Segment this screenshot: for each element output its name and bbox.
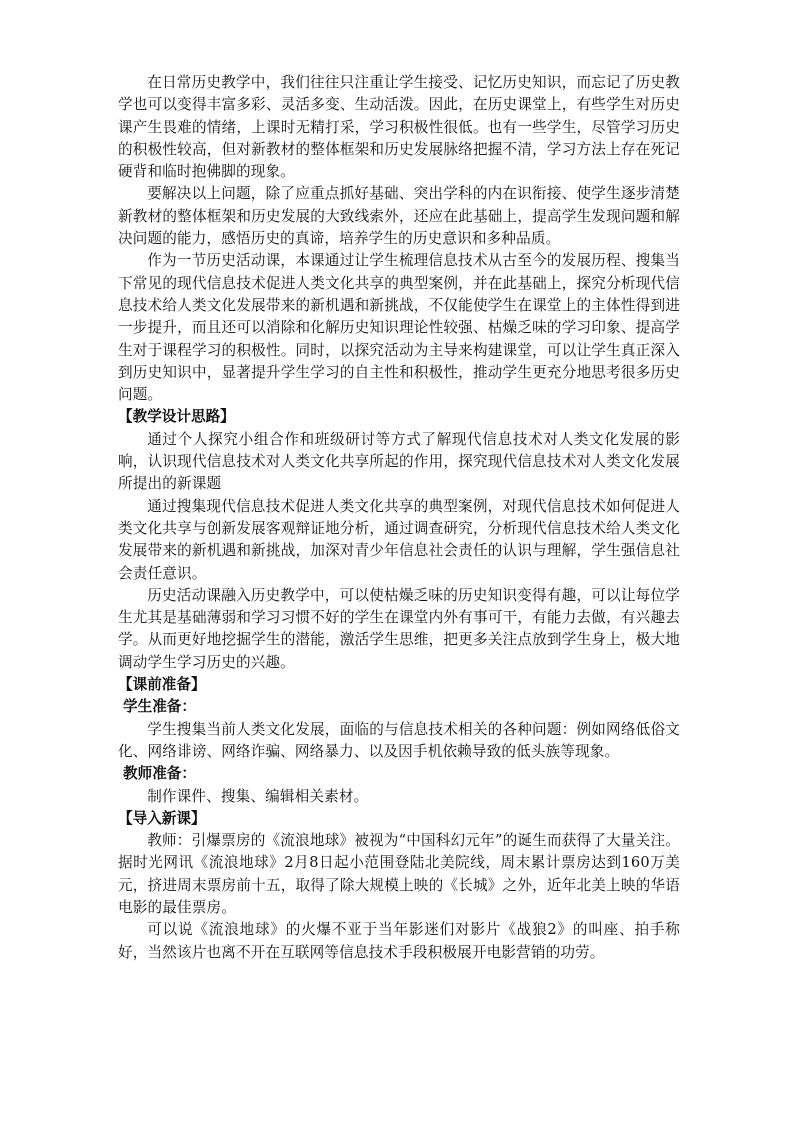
intro-paragraph-3: 作为一节历史活动课，本课通过让学生梳理信息技术从古至今的发展历程、搜集当下常见的现代信息技术促进人类文化共享的典型案例，并在此基础上，探究分析现代信息技术给人类文化发展带来的新机遇和新挑战，不仅能使学生在课堂上的主体性得到进一步提升，而且还可以消除和化解历史知识理论性较强、枯燥乏味的学习印象、提高学生对于课程学习的积极性。同时，以探究活动为主导来构建课堂，可以让学生真正深入到历史知识中，显著提升学生学习的自主性和积极性，推动学生更充分地思考很多历史问题。 [118,252,680,404]
design-paragraph-1: 通过个人探究小组合作和班级研讨等方式了解现代信息技术对人类文化发展的影响，认识现代信息技术对人类文化共享所起的作用，探究现代信息技术对人类文化发展所提出的新课题 [118,430,680,493]
student-prep-heading: 学生准备： [123,698,196,716]
prep-heading: 【课前准备】 [118,676,206,694]
design-paragraph-2: 通过搜集现代信息技术促进人类文化共享的典型案例，对现代信息技术如何促进人类文化共享与创新发展客观辩证地分析，通过调查研究，分析现代信息技术给人类文化发展带来的新机遇和新挑战，加深对青少年信息社会责任的认识与理解，学生强信息社会责任意识。 [118,497,680,582]
intro-paragraph-1: 在日常历史教学中，我们往往只注重让学生接受、记忆历史知识，而忘记了历史教学也可以变得丰富多彩、灵活多变、生动活泼。因此，在历史课堂上，有些学生对历史课产生畏难的情绪，上课时无精打采，学习积极性很低。也有一些学生，尽管学习历史的积极性较高，但对新教材的整体框架和历史发展脉络把握不清，学习方法上存在死记硬背和临时抱佛脚的现象。 [118,74,680,181]
student-prep-paragraph: 学生搜集当前人类文化发展，面临的与信息技术相关的各种问题：例如网络低俗文化、网络诽谤、网络诈骗、网络暴力、以及因手机依赖导致的低头族等现象。 [118,720,680,760]
intro-paragraph-2: 要解决以上问题，除了应重点抓好基础、突出学科的内在识衔接、使学生逐步清楚新教材的整体框架和历史发展的大致线索外，还应在此基础上，提高学生发现问题和解决问题的能力，感悟历史的真谛，培养学生的历史意识和多种品质。 [118,185,680,248]
design-heading: 【教学设计思路】 [118,408,235,426]
intro-lesson-heading: 【导入新课】 [118,809,206,827]
document-page [118,72,680,964]
design-paragraph-3: 历史活动课融入历史教学中，可以使枯燥乏味的历史知识变得有趣，可以让每位学生尤其是基础薄弱和学习习惯不好的学生在课堂内外有事可干，有能力去做，有兴趣去学。从而更好地挖掘学生的潜能，激活学生思维，把更多关注点放到学生身上，极大地调动学生学习历史的兴趣。 [118,586,680,671]
intro-lesson-paragraph-1: 教师：引爆票房的《流浪地球》被视为“中国科幻元年”的诞生而获得了大量关注。据时光网讯《流浪地球》2月8日起小范围登陆北美院线，周末累计票房达到160万美元，挤进周末票房前十五，取得了除大规模上映的《长城》之外，近年北美上映的华语电影的最佳票房。 [118,832,680,916]
teacher-prep-heading: 教师准备： [123,765,196,783]
teacher-prep-paragraph: 制作课件、搜集、编辑相关素材。 [147,787,369,805]
intro-lesson-paragraph-2: 可以说《流浪地球》的火爆不亚于当年影迷们对影片《战狼2》的叫座、拍手称好，当然该片也离不开在互联网等信息技术手段积极展开电影营销的功劳。 [118,921,680,961]
